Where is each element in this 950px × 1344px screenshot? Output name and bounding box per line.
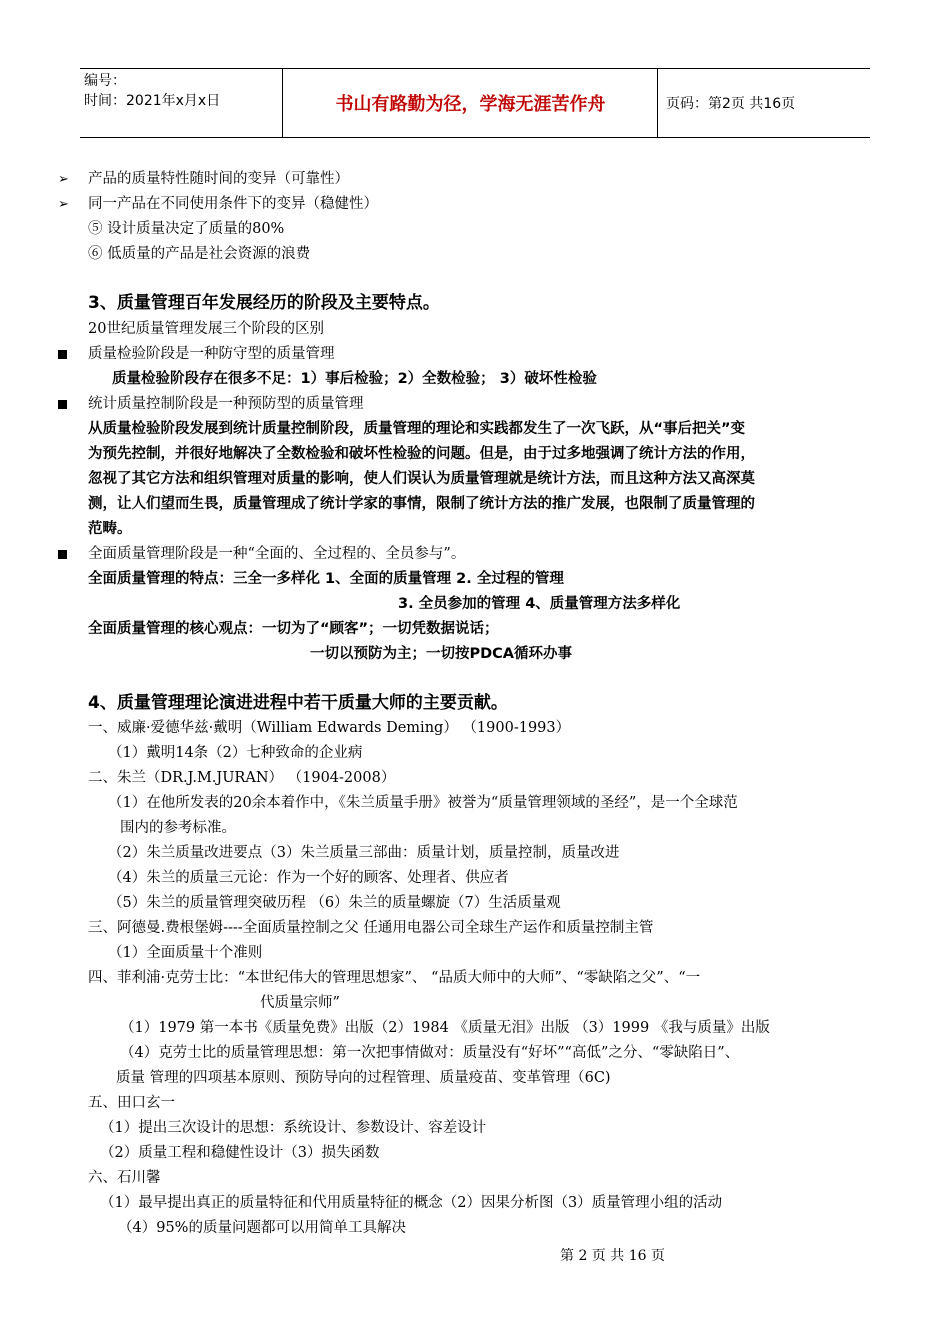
body-line-bold: 全面质量管理的核心观点：一切为了“顾客”；一切凭数据说话； [88, 621, 499, 637]
square-bullet-icon [58, 550, 67, 559]
body-line-bold: 从质量检验阶段发展到统计质量控制阶段，质量管理的理论和实践都发生了一次飞跃，从“事后把关”变 [88, 421, 746, 437]
time-label: 时间：2021年x月x日 [84, 93, 221, 109]
body-line-bold: 为预先控制，并很好地解决了全数检验和破坏性检验的问题。但是，由于过多地强调了统计方法的作用， [88, 446, 755, 462]
body-line: （1）在他所发表的20余本着作中，《朱兰质量手册》被誉为“质量管理领域的圣经”，是一个全球范 [108, 795, 738, 811]
page-footer: 第 2 页 共 16 页 [560, 1248, 665, 1264]
body-line: 统计质量控制阶段是一种预防型的质量管理 [88, 396, 364, 412]
section-heading: 3、质量管理百年发展经历的阶段及主要特点。 [88, 293, 440, 313]
body-line-bold: 测，让人们望而生畏，质量管理成了统计学家的事情，限制了统计方法的推广发展，也限制了质量管理的 [88, 496, 755, 512]
body-line: 围内的参考标准。 [120, 820, 236, 836]
body-line: 同一产品在不同使用条件下的变异（稳健性） [88, 196, 378, 212]
section-heading: 4、质量管理理论演进进程中若干质量大师的主要贡献。 [88, 693, 508, 713]
body-line: （4）克劳士比的质量管理思想：第一次把事情做对：质量没有“好坏”“高低”之分、“零缺陷日”、 [120, 1045, 740, 1061]
arrow-bullet-icon: ➢ [58, 172, 69, 187]
body-line: ⑤ 设计质量决定了质量的80% [88, 221, 285, 237]
body-line: 四、菲利浦·克劳士比：“本世纪伟大的管理思想家”、 “品质大师中的大师”、“零缺陷之父”、“一 [88, 970, 701, 986]
body-line: 代质量宗师” [260, 995, 340, 1011]
body-line: 五、田口玄一 [88, 1095, 175, 1111]
body-line: ⑥ 低质量的产品是社会资源的浪费 [88, 246, 311, 262]
body-line: 全面质量管理阶段是一种“全面的、全过程的、全员参与”。 [88, 546, 466, 562]
body-line: （1）提出三次设计的思想：系统设计、参数设计、容差设计 [100, 1120, 487, 1136]
body-line: 三、阿德曼.费根堡姆----全面质量控制之父 任通用电器公司全球生产运作和质量控制主管 [88, 920, 654, 936]
header-meta-cell [80, 69, 283, 137]
arrow-bullet-icon: ➢ [58, 197, 69, 212]
number-label: 编号： [84, 73, 126, 89]
body-line: （2）朱兰质量改进要点（3）朱兰质量三部曲：质量计划，质量控制，质量改进 [108, 845, 620, 861]
square-bullet-icon [58, 350, 67, 359]
body-line-bold: 一切以预防为主；一切按PDCA循环办事 [310, 646, 573, 662]
body-line: 质量 管理的四项基本原则、预防导向的过程管理、质量疫苗、变革管理（6C) [116, 1070, 611, 1086]
header-motto: 书山有路勤为径，学海无涯苦作舟 [284, 69, 658, 137]
body-line-bold: 3. 全员参加的管理 4、质量管理方法多样化 [398, 596, 681, 612]
body-line-bold: 全面质量管理的特点：三全一多样化 1、全面的质量管理 2. 全过程的管理 [88, 571, 564, 587]
body-line: （1）最早提出真正的质量特征和代用质量特征的概念（2）因果分析图（3）质量管理小组的活动 [100, 1195, 723, 1211]
body-line: （2）质量工程和稳健性设计（3）损失函数 [100, 1145, 380, 1161]
body-line: （1）全面质量十个准则 [108, 945, 263, 961]
body-line: 二、朱兰（DR.J.M.JURAN） （1904-2008） [88, 770, 396, 786]
page-header [80, 68, 870, 138]
body-line: （1）1979 第一本书《质量免费》出版（2）1984 《质量无泪》出版 （3）1999 《我与质量》出版 [120, 1020, 770, 1036]
body-line: 质量检验阶段是一种防守型的质量管理 [88, 346, 335, 362]
body-line-bold: 忽视了其它方法和组织管理对质量的影响，使人们误认为质量管理就是统计方法，而且这种方法又高深莫 [88, 471, 755, 487]
body-line: 六、石川馨 [88, 1170, 161, 1186]
body-line: 一、威廉·爱德华兹·戴明（William Edwards Deming） （1900-1993） [88, 720, 571, 736]
body-line: 产品的质量特性随时间的变异（可靠性） [88, 171, 349, 187]
body-line-bold: 质量检验阶段存在很多不足：1）事后检验；2）全数检验； 3）破坏性检验 [112, 371, 597, 387]
body-line: （4）朱兰的质量三元论：作为一个好的顾客、处理者、供应者 [108, 870, 509, 886]
body-line-bold: 范畴。 [88, 521, 132, 537]
square-bullet-icon [58, 400, 67, 409]
body-line: （1）戴明14条（2）七种致命的企业病 [108, 745, 363, 761]
body-line: （4）95%的质量问题都可以用简单工具解决 [118, 1220, 406, 1236]
body-line: 20世纪质量管理发展三个阶段的区别 [88, 321, 324, 337]
header-page-info: 页码：第2页 共16页 [666, 96, 796, 112]
body-line: （5）朱兰的质量管理突破历程 （6）朱兰的质量螺旋（7）生活质量观 [108, 895, 561, 911]
